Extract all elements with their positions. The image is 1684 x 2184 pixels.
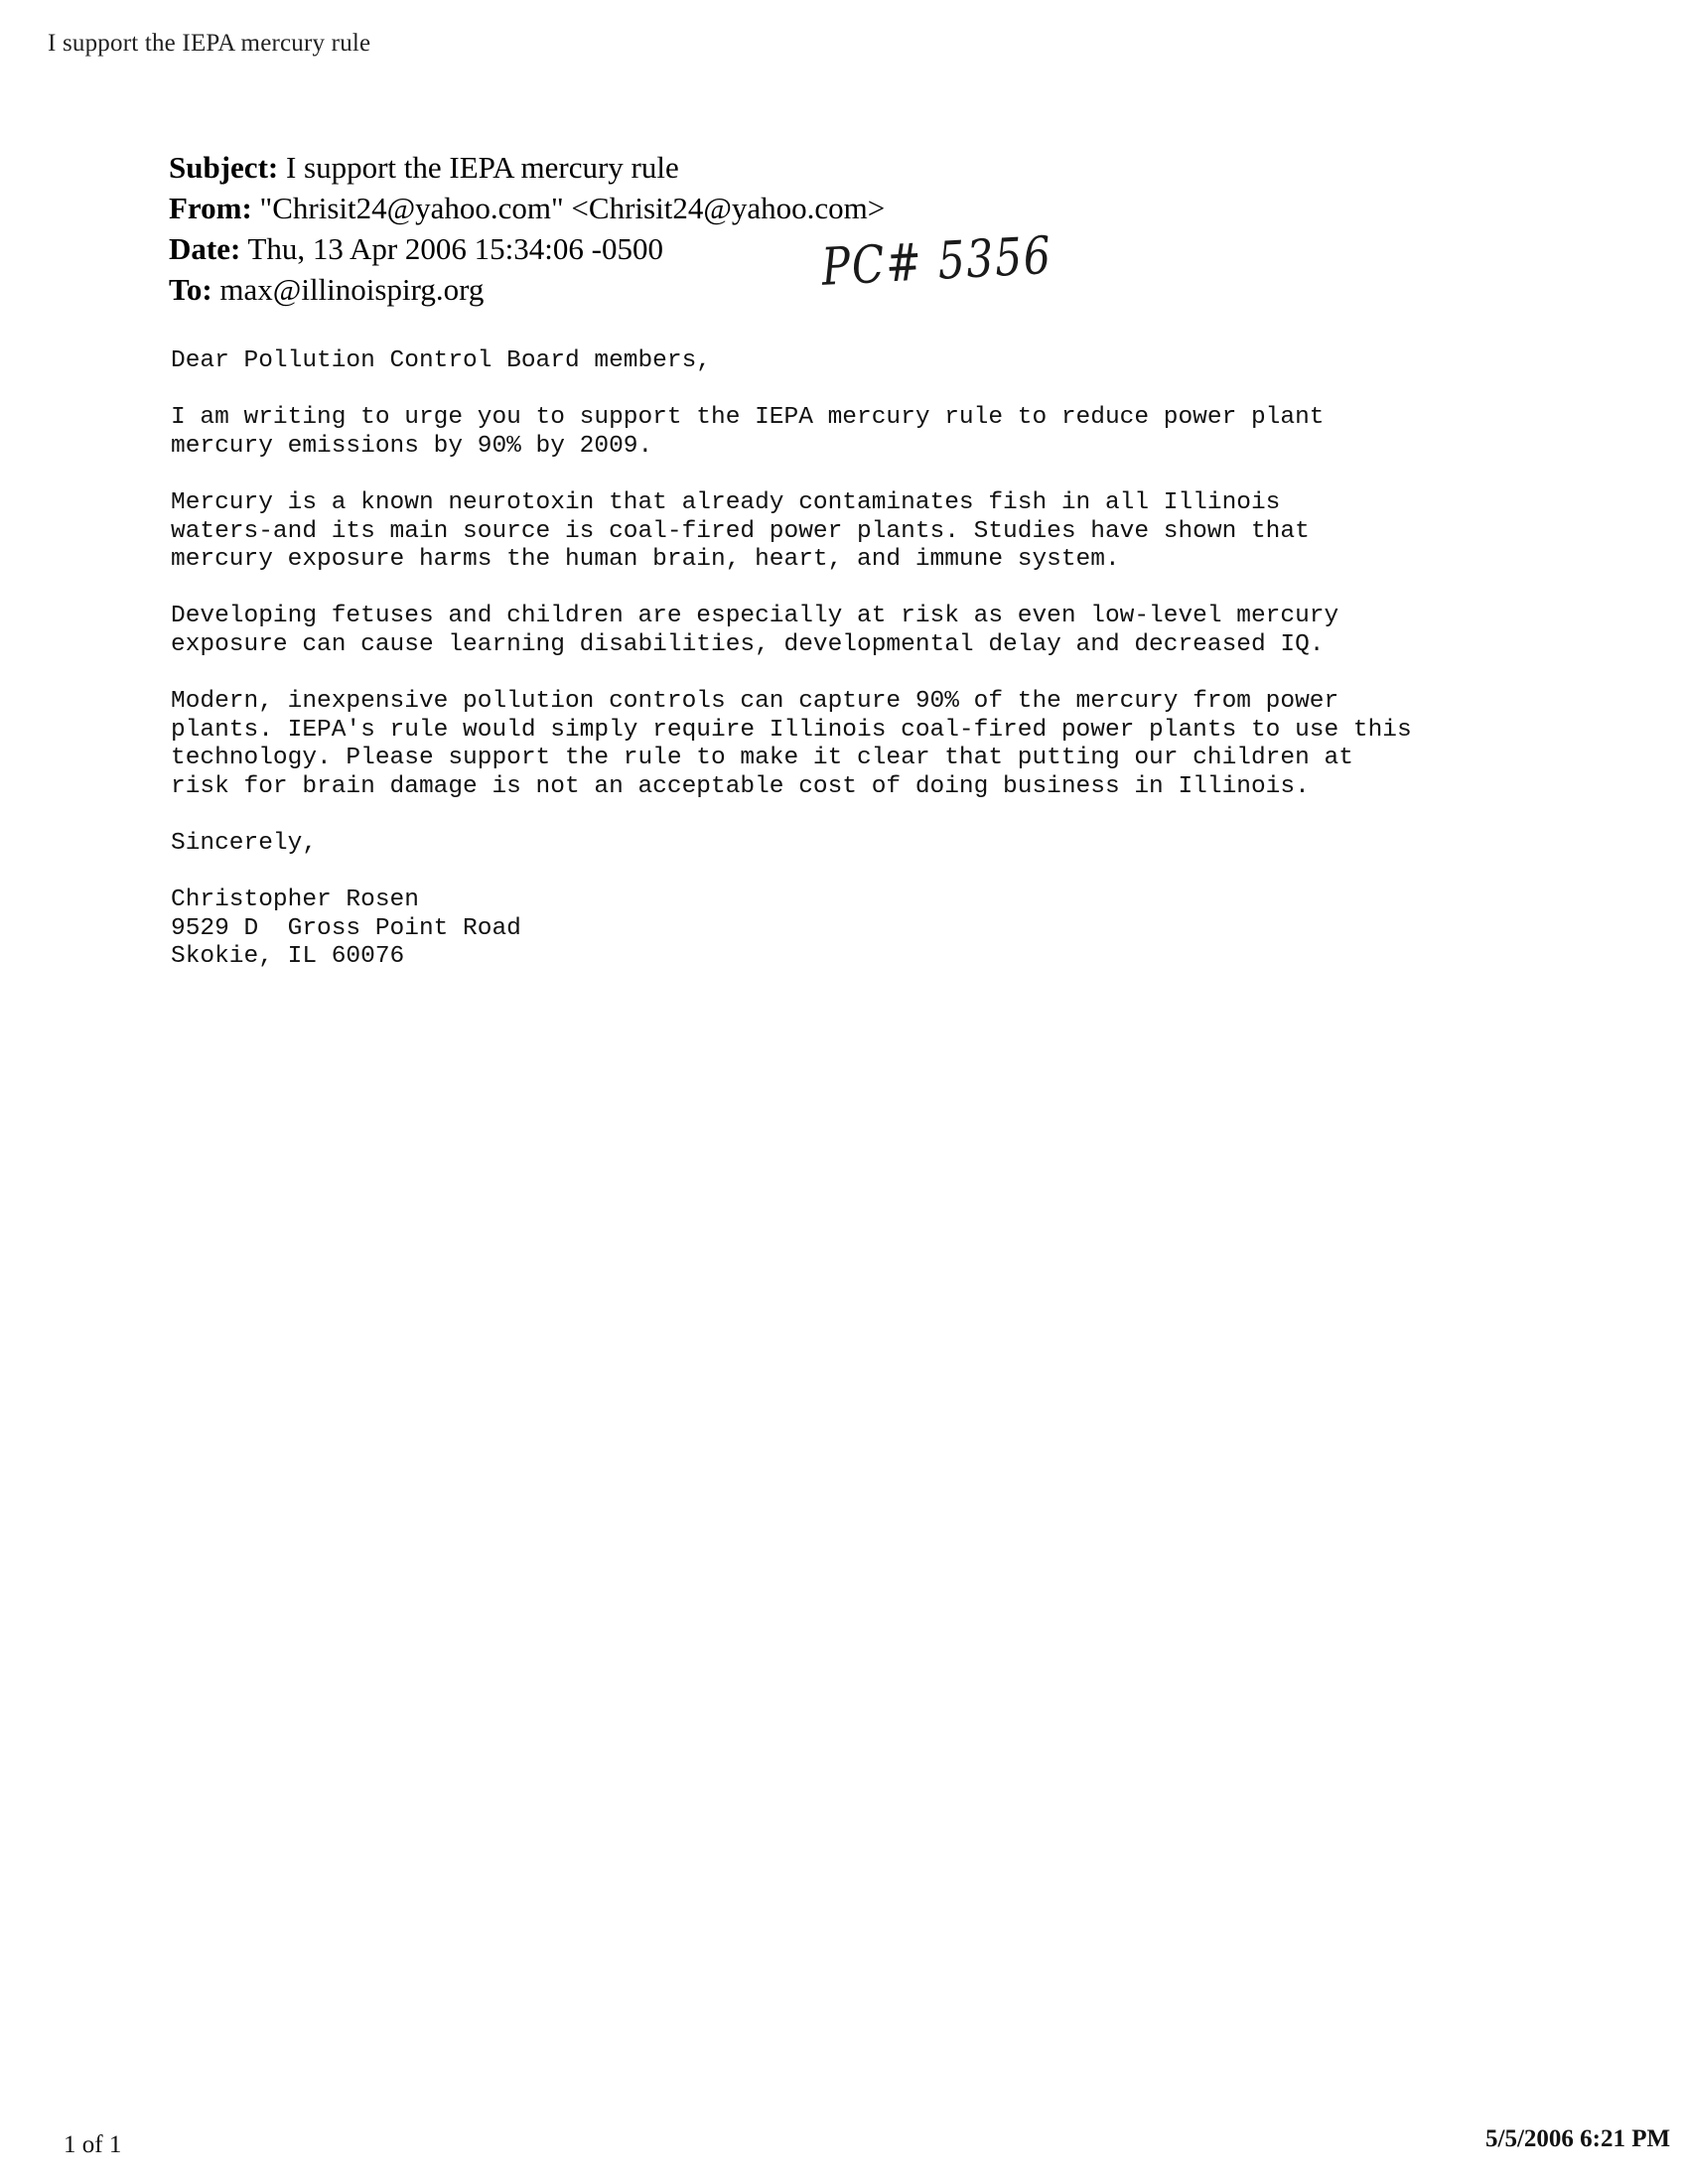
from-value: "Chrisit24@yahoo.com" <Chrisit24@yahoo.com>: [259, 191, 886, 225]
date-value: Thu, 13 Apr 2006 15:34:06 -0500: [247, 231, 663, 266]
handwritten-pc-number: PC# 5356: [820, 225, 1054, 298]
body-paragraph: Developing fetuses and children are especially at risk as even low-level mercury exposure can cause learning disabilities, developmental delay and decreased IQ.: [171, 603, 1339, 658]
email-body: [171, 347, 1561, 972]
body-paragraph: I am writing to urge you to support the IEPA mercury rule to reduce power plant mercury emissions by 90% by 2009.: [171, 404, 1325, 460]
closing: Sincerely,: [171, 830, 318, 858]
from-label: From:: [169, 191, 252, 225]
printed-timestamp: 5/5/2006 6:21 PM: [1485, 2125, 1671, 2152]
date-line: [169, 228, 885, 269]
email-header: [169, 147, 885, 310]
subject-value: I support the IEPA mercury rule: [285, 150, 679, 185]
signature-address-line1: 9529 D Gross Point Road: [171, 914, 521, 942]
to-label: To:: [169, 272, 212, 307]
page-count: 1 of 1: [64, 2131, 122, 2158]
body-paragraph: Modern, inexpensive pollution controls can capture 90% of the mercury from power plants. IEPA's rule would simply require Illinois coal-fired power plants to use this technology. Please support the rule to make it clear that putting our children at risk for brain damage is not an acceptable cost of doing business in Illinois.: [171, 688, 1412, 800]
page-header-title: I support the IEPA mercury rule: [48, 30, 371, 57]
from-line: [169, 188, 885, 228]
signature-name: Christopher Rosen: [171, 887, 419, 914]
to-value: max@illinoispirg.org: [219, 272, 485, 307]
greeting: Dear Pollution Control Board members,: [171, 347, 711, 374]
subject-label: Subject:: [169, 150, 279, 185]
date-label: Date:: [169, 231, 241, 266]
signature-address-line2: Skokie, IL 60076: [171, 943, 405, 971]
subject-line: [169, 147, 885, 188]
to-line: [169, 269, 885, 310]
body-paragraph: Mercury is a known neurotoxin that already contaminates fish in all Illinois waters-and its main source is coal-fired power plants. Studies have shown that mercury exposure harms the human brain, heart, and immune system.: [171, 488, 1310, 574]
